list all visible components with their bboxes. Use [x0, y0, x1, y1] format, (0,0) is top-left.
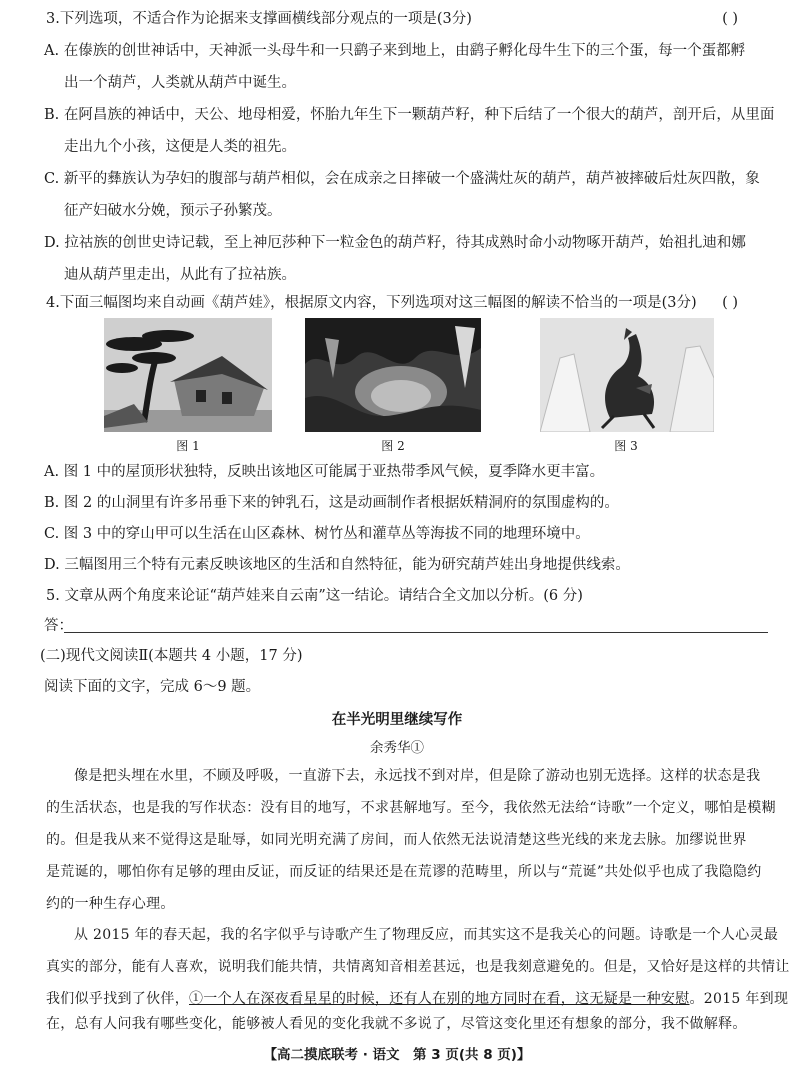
q3-option-d-line2: 迪从葫芦里走出，从此有了拉祜族。: [64, 267, 296, 283]
q4-answer-paren: ( ): [722, 295, 738, 311]
underlined-sentence-1: ①一个人在深夜看星星的时候，还有人在别的地方同时在看，这无疑是一种安慰: [189, 991, 690, 1007]
q5-answer-line[interactable]: [64, 632, 768, 633]
q3-option-a-line2: 出一个葫芦，人类就从葫芦中诞生。: [64, 75, 296, 91]
q4-option-b: B. 图 2 的山洞里有许多吊垂下来的钟乳石，这是动画制作者根据妖精洞府的氛围虚构的。: [44, 495, 619, 511]
q3-option-b-line2: 走出九个小孩，这便是人类的祖先。: [64, 139, 296, 155]
figure-3-image: [540, 318, 714, 432]
passage-p2-line3: 我们似乎找到了伙伴，①一个人在深夜看星星的时候，还有人在别的地方同时在看，这无疑是一种安慰。2015 年到现: [46, 991, 789, 1007]
q4-option-a: A. 图 1 中的屋顶形状独特，反映出该地区可能属于亚热带季风气候，夏季降水更丰富。: [44, 464, 605, 480]
q3-option-a-line1: A. 在傣族的创世神话中，天神派一头母牛和一只鹞子来到地上，由鹞子孵化母牛生下的三个蛋，每一个蛋都孵: [44, 43, 746, 59]
passage-p1-line5: 约的一种生存心理。: [46, 896, 175, 912]
q3-option-c-line1: C. 新平的彝族认为孕妇的腹部与葫芦相似，会在成亲之日摔破一个盛满灶灰的葫芦，葫芦被摔破后灶灰四散，象: [44, 171, 760, 187]
passage-p2-line2: 真实的部分，能有人喜欢，说明我们能共情，共情离知音相差甚远，也是我刻意避免的。但是，又恰好是这样的共情让: [46, 959, 790, 975]
q3-answer-paren: ( ): [722, 11, 738, 27]
q5-stem: 5. 文章从两个角度来论证“葫芦娃来自云南”这一结论。请结合全文加以分析。(6 分): [46, 588, 583, 604]
figure-1-caption: 图 1: [176, 439, 200, 453]
passage-author: 余秀华①: [370, 740, 424, 756]
passage-p1-line1: 像是把头埋在水里，不顾及呼吸，一直游下去，永远找不到对岸，但是除了游动也别无选择。这样的状态是我: [74, 768, 761, 784]
q5-answer-label: 答：: [44, 618, 73, 634]
q4-option-c: C. 图 3 中的穿山甲可以生活在山区森林、树竹丛和灌草丛等海拔不同的地理环境中。: [44, 526, 590, 542]
passage-p1-line3: 的。但是我从来不觉得这是耻辱，如同光明充满了房间，而人依然无法说清楚这些光线的来龙去脉。加缪说世界: [46, 832, 747, 848]
passage-p1-line2: 的生活状态，也是我的写作状态：没有目的地写，不求甚解地写。至今，我依然无法给“诗歌”一个定义，哪怕是模糊: [46, 800, 776, 816]
page-footer: 【高二摸底联考 · 语文 第 3 页(共 8 页)】: [263, 1047, 531, 1063]
q3-option-d-line1: D. 拉祜族的创世史诗记载，至上神厄莎种下一粒金色的葫芦籽，待其成熟时命小动物啄开葫芦，始祖扎迪和娜: [44, 235, 746, 251]
passage-p2-line1: 从 2015 年的春天起，我的名字似乎与诗歌产生了物理反应，而其实这不是我关心的问题。诗歌是一个人心灵最: [74, 927, 779, 943]
figure-2-caption: 图 2: [381, 439, 405, 453]
cave-illustration: [305, 318, 481, 432]
pangolin-illustration: [540, 318, 714, 432]
section-heading: (二)现代文阅读Ⅱ(本题共 4 小题，17 分): [40, 648, 303, 664]
section-instruction: 阅读下面的文字，完成 6～9 题。: [44, 679, 261, 695]
q4-stem: 4.下面三幅图均来自动画《葫芦娃》，根据原文内容，下列选项对这三幅图的解读不恰当的一项是(3分) ( ): [46, 295, 738, 311]
figure-3-caption: 图 3: [614, 439, 638, 453]
passage-p1-line4: 是荒诞的，哪怕你有足够的理由反证，而反证的结果还是在荒谬的范畴里，所以与“荒诞”共处似乎也成了我隐隐约: [46, 864, 762, 880]
q4-option-d: D. 三幅图用三个特有元素反映该地区的生活和自然特征，能为研究葫芦娃出身地提供线索。: [44, 557, 630, 573]
q3-option-b-line1: B. 在阿昌族的神话中，天公、地母相爱，怀胎九年生下一颗葫芦籽，种下后结了一个很大的葫芦，剖开后，从里面: [44, 107, 775, 123]
passage-title: 在半光明里继续写作: [331, 712, 463, 728]
q3-stem: 3.下列选项，不适合作为论据来支撑画横线部分观点的一项是(3分) ( ): [46, 11, 738, 27]
passage-p2-line4: 在，总有人问我有哪些变化，能够被人看见的变化我就不多说了，尽管这变化里还有想象的部分，我不做解释。: [46, 1016, 747, 1032]
q3-option-c-line2: 征产妇破水分娩，预示子孙繁茂。: [64, 203, 282, 219]
figure-1-image: [104, 318, 272, 432]
figure-2-image: [305, 318, 481, 432]
tree-house-illustration: [104, 318, 272, 432]
